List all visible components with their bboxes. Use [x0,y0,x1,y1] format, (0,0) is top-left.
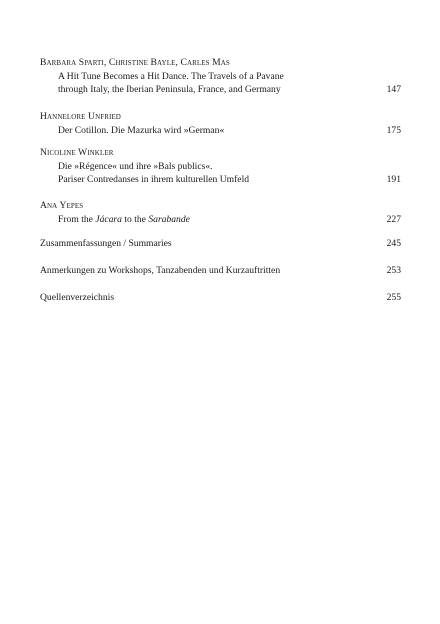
toc-entry [40,110,401,137]
toc-entry [40,146,401,187]
italic-title: Sarabande [148,213,190,225]
page-number: 255 [386,292,401,303]
toc-entry [40,237,401,251]
page-number: 245 [386,238,401,249]
entry-title: Anmerkungen zu Workshops, Tanzabenden und Kurzauftritten [40,265,281,276]
entry-title-line-with-page [40,83,401,97]
entry-title-line-with-page [40,124,401,138]
toc-entry [40,291,401,305]
page-number: 175 [386,124,401,136]
entry-title-line-with-page [40,173,401,187]
toc-entry [40,56,401,97]
entry-author: Hannelore Unfried [40,111,121,122]
entry-author: Barbara Sparti, Christine Bayle, Carles Mas [40,57,230,68]
entry-author: Ana Yepes [40,200,84,211]
entry-title-line: From the Jácara to the Sarabande [58,213,190,225]
entry-title-line-with-page [40,291,401,305]
entry-author: Nicoline Winkler [40,147,114,158]
entry-title-line: A Hit Tune Becomes a Hit Dance. The Travels of a Pavane [58,70,284,82]
page-number: 227 [386,213,401,225]
entry-title: Zusammenfassungen / Summaries [40,238,172,249]
entry-title-line: Die »Régence« und ihre »Bals publics«. [58,160,213,172]
entry-title: Quellenverzeichnis [40,292,115,303]
entry-title-line: Pariser Contredanses in ihrem kulturellen Umfeld [58,174,250,185]
entry-title-line: through Italy, the Iberian Peninsula, France, and Germany [58,84,281,95]
page-number: 253 [386,265,401,276]
toc-entry [40,264,401,278]
entry-title-line: Der Cotillon. Die Mazurka wird »German« [58,124,225,136]
entry-title-line-with-page [40,237,401,251]
entry-title-line-with-page [40,264,401,278]
entry-title-line-with-page [40,213,401,227]
italic-title: Jácara [95,213,122,225]
page-number: 147 [386,84,401,95]
page-number: 191 [386,174,401,185]
toc-entry [40,199,401,226]
